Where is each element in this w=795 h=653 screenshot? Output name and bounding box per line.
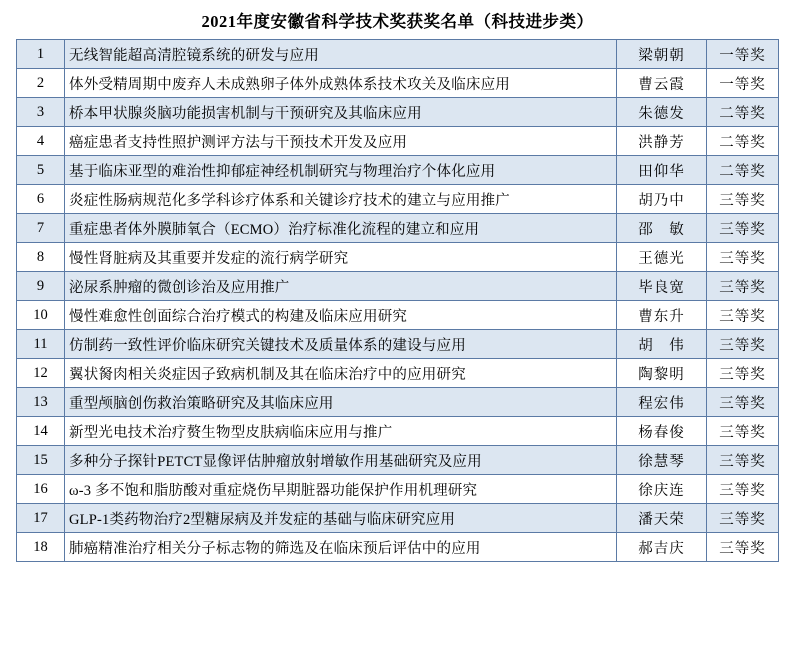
project-name: 翼状胬肉相关炎症因子致病机制及其在临床治疗中的应用研究 (65, 359, 617, 388)
award-recipient: 朱德发 (617, 98, 707, 127)
award-recipient: 王德光 (617, 243, 707, 272)
row-number: 5 (17, 156, 65, 185)
award-recipient: 邵 敏 (617, 214, 707, 243)
table-row (17, 504, 779, 533)
award-recipient: 毕良宽 (617, 272, 707, 301)
award-recipient: 郝吉庆 (617, 533, 707, 562)
table-row (17, 69, 779, 98)
award-recipient: 曹东升 (617, 301, 707, 330)
row-number: 6 (17, 185, 65, 214)
award-recipient: 胡 伟 (617, 330, 707, 359)
project-name: 慢性难愈性创面综合治疗模式的构建及临床应用研究 (65, 301, 617, 330)
award-recipient: 田仰华 (617, 156, 707, 185)
award-recipient: 曹云霞 (617, 69, 707, 98)
row-number: 2 (17, 69, 65, 98)
project-name: 体外受精周期中废弃人未成熟卵子体外成熟体系技术攻关及临床应用 (65, 69, 617, 98)
project-name: 重症患者体外膜肺氧合（ECMO）治疗标准化流程的建立和应用 (65, 214, 617, 243)
row-number: 8 (17, 243, 65, 272)
table-row (17, 301, 779, 330)
award-level: 三等奖 (707, 446, 779, 475)
award-level: 三等奖 (707, 272, 779, 301)
project-name: ω-3 多不饱和脂肪酸对重症烧伤早期脏器功能保护作用机理研究 (65, 475, 617, 504)
award-level: 一等奖 (707, 69, 779, 98)
row-number: 1 (17, 40, 65, 69)
row-number: 17 (17, 504, 65, 533)
project-name: 基于临床亚型的难治性抑郁症神经机制研究与物理治疗个体化应用 (65, 156, 617, 185)
award-recipient: 陶黎明 (617, 359, 707, 388)
award-level: 三等奖 (707, 388, 779, 417)
project-name: 新型光电技术治疗赘生物型皮肤病临床应用与推广 (65, 417, 617, 446)
project-name: 桥本甲状腺炎脑功能损害机制与干预研究及其临床应用 (65, 98, 617, 127)
row-number: 11 (17, 330, 65, 359)
award-level: 三等奖 (707, 475, 779, 504)
table-row (17, 417, 779, 446)
project-name: 多种分子探针PETCT显像评估肿瘤放射增敏作用基础研究及应用 (65, 446, 617, 475)
row-number: 4 (17, 127, 65, 156)
award-level: 二等奖 (707, 98, 779, 127)
table-row (17, 359, 779, 388)
row-number: 16 (17, 475, 65, 504)
award-level: 三等奖 (707, 417, 779, 446)
row-number: 13 (17, 388, 65, 417)
project-name: 肺癌精准治疗相关分子标志物的筛选及在临床预后评估中的应用 (65, 533, 617, 562)
table-row (17, 185, 779, 214)
award-level: 一等奖 (707, 40, 779, 69)
row-number: 9 (17, 272, 65, 301)
award-recipient: 徐慧琴 (617, 446, 707, 475)
project-name: GLP-1类药物治疗2型糖尿病及并发症的基础与临床研究应用 (65, 504, 617, 533)
row-number: 14 (17, 417, 65, 446)
award-recipient: 程宏伟 (617, 388, 707, 417)
project-name: 慢性肾脏病及其重要并发症的流行病学研究 (65, 243, 617, 272)
row-number: 7 (17, 214, 65, 243)
project-name: 仿制药一致性评价临床研究关键技术及质量体系的建设与应用 (65, 330, 617, 359)
award-recipient: 洪静芳 (617, 127, 707, 156)
award-list-table (16, 39, 779, 562)
award-recipient: 潘天荣 (617, 504, 707, 533)
row-number: 15 (17, 446, 65, 475)
award-level: 三等奖 (707, 504, 779, 533)
table-body (17, 40, 779, 562)
award-recipient: 胡乃中 (617, 185, 707, 214)
row-number: 10 (17, 301, 65, 330)
table-row (17, 446, 779, 475)
project-name: 重型颅脑创伤救治策略研究及其临床应用 (65, 388, 617, 417)
table-row (17, 214, 779, 243)
table-row (17, 272, 779, 301)
award-level: 二等奖 (707, 127, 779, 156)
table-row (17, 127, 779, 156)
project-name: 泌尿系肿瘤的微创诊治及应用推广 (65, 272, 617, 301)
table-row (17, 475, 779, 504)
project-name: 炎症性肠病规范化多学科诊疗体系和关键诊疗技术的建立与应用推广 (65, 185, 617, 214)
project-name: 无线智能超高清腔镜系统的研发与应用 (65, 40, 617, 69)
award-level: 三等奖 (707, 185, 779, 214)
table-row (17, 388, 779, 417)
row-number: 12 (17, 359, 65, 388)
project-name: 癌症患者支持性照护测评方法与干预技术开发及应用 (65, 127, 617, 156)
table-row (17, 243, 779, 272)
table-row (17, 533, 779, 562)
award-level: 三等奖 (707, 330, 779, 359)
row-number: 3 (17, 98, 65, 127)
award-level: 三等奖 (707, 533, 779, 562)
table-row (17, 98, 779, 127)
row-number: 18 (17, 533, 65, 562)
award-level: 三等奖 (707, 214, 779, 243)
table-row (17, 156, 779, 185)
award-recipient: 梁朝朝 (617, 40, 707, 69)
table-row (17, 40, 779, 69)
award-recipient: 杨春俊 (617, 417, 707, 446)
page-title: 2021年度安徽省科学技术奖获奖名单（科技进步类） (201, 12, 594, 31)
award-level: 二等奖 (707, 156, 779, 185)
award-level: 三等奖 (707, 243, 779, 272)
award-level: 三等奖 (707, 301, 779, 330)
award-recipient: 徐庆连 (617, 475, 707, 504)
award-level: 三等奖 (707, 359, 779, 388)
table-row (17, 330, 779, 359)
